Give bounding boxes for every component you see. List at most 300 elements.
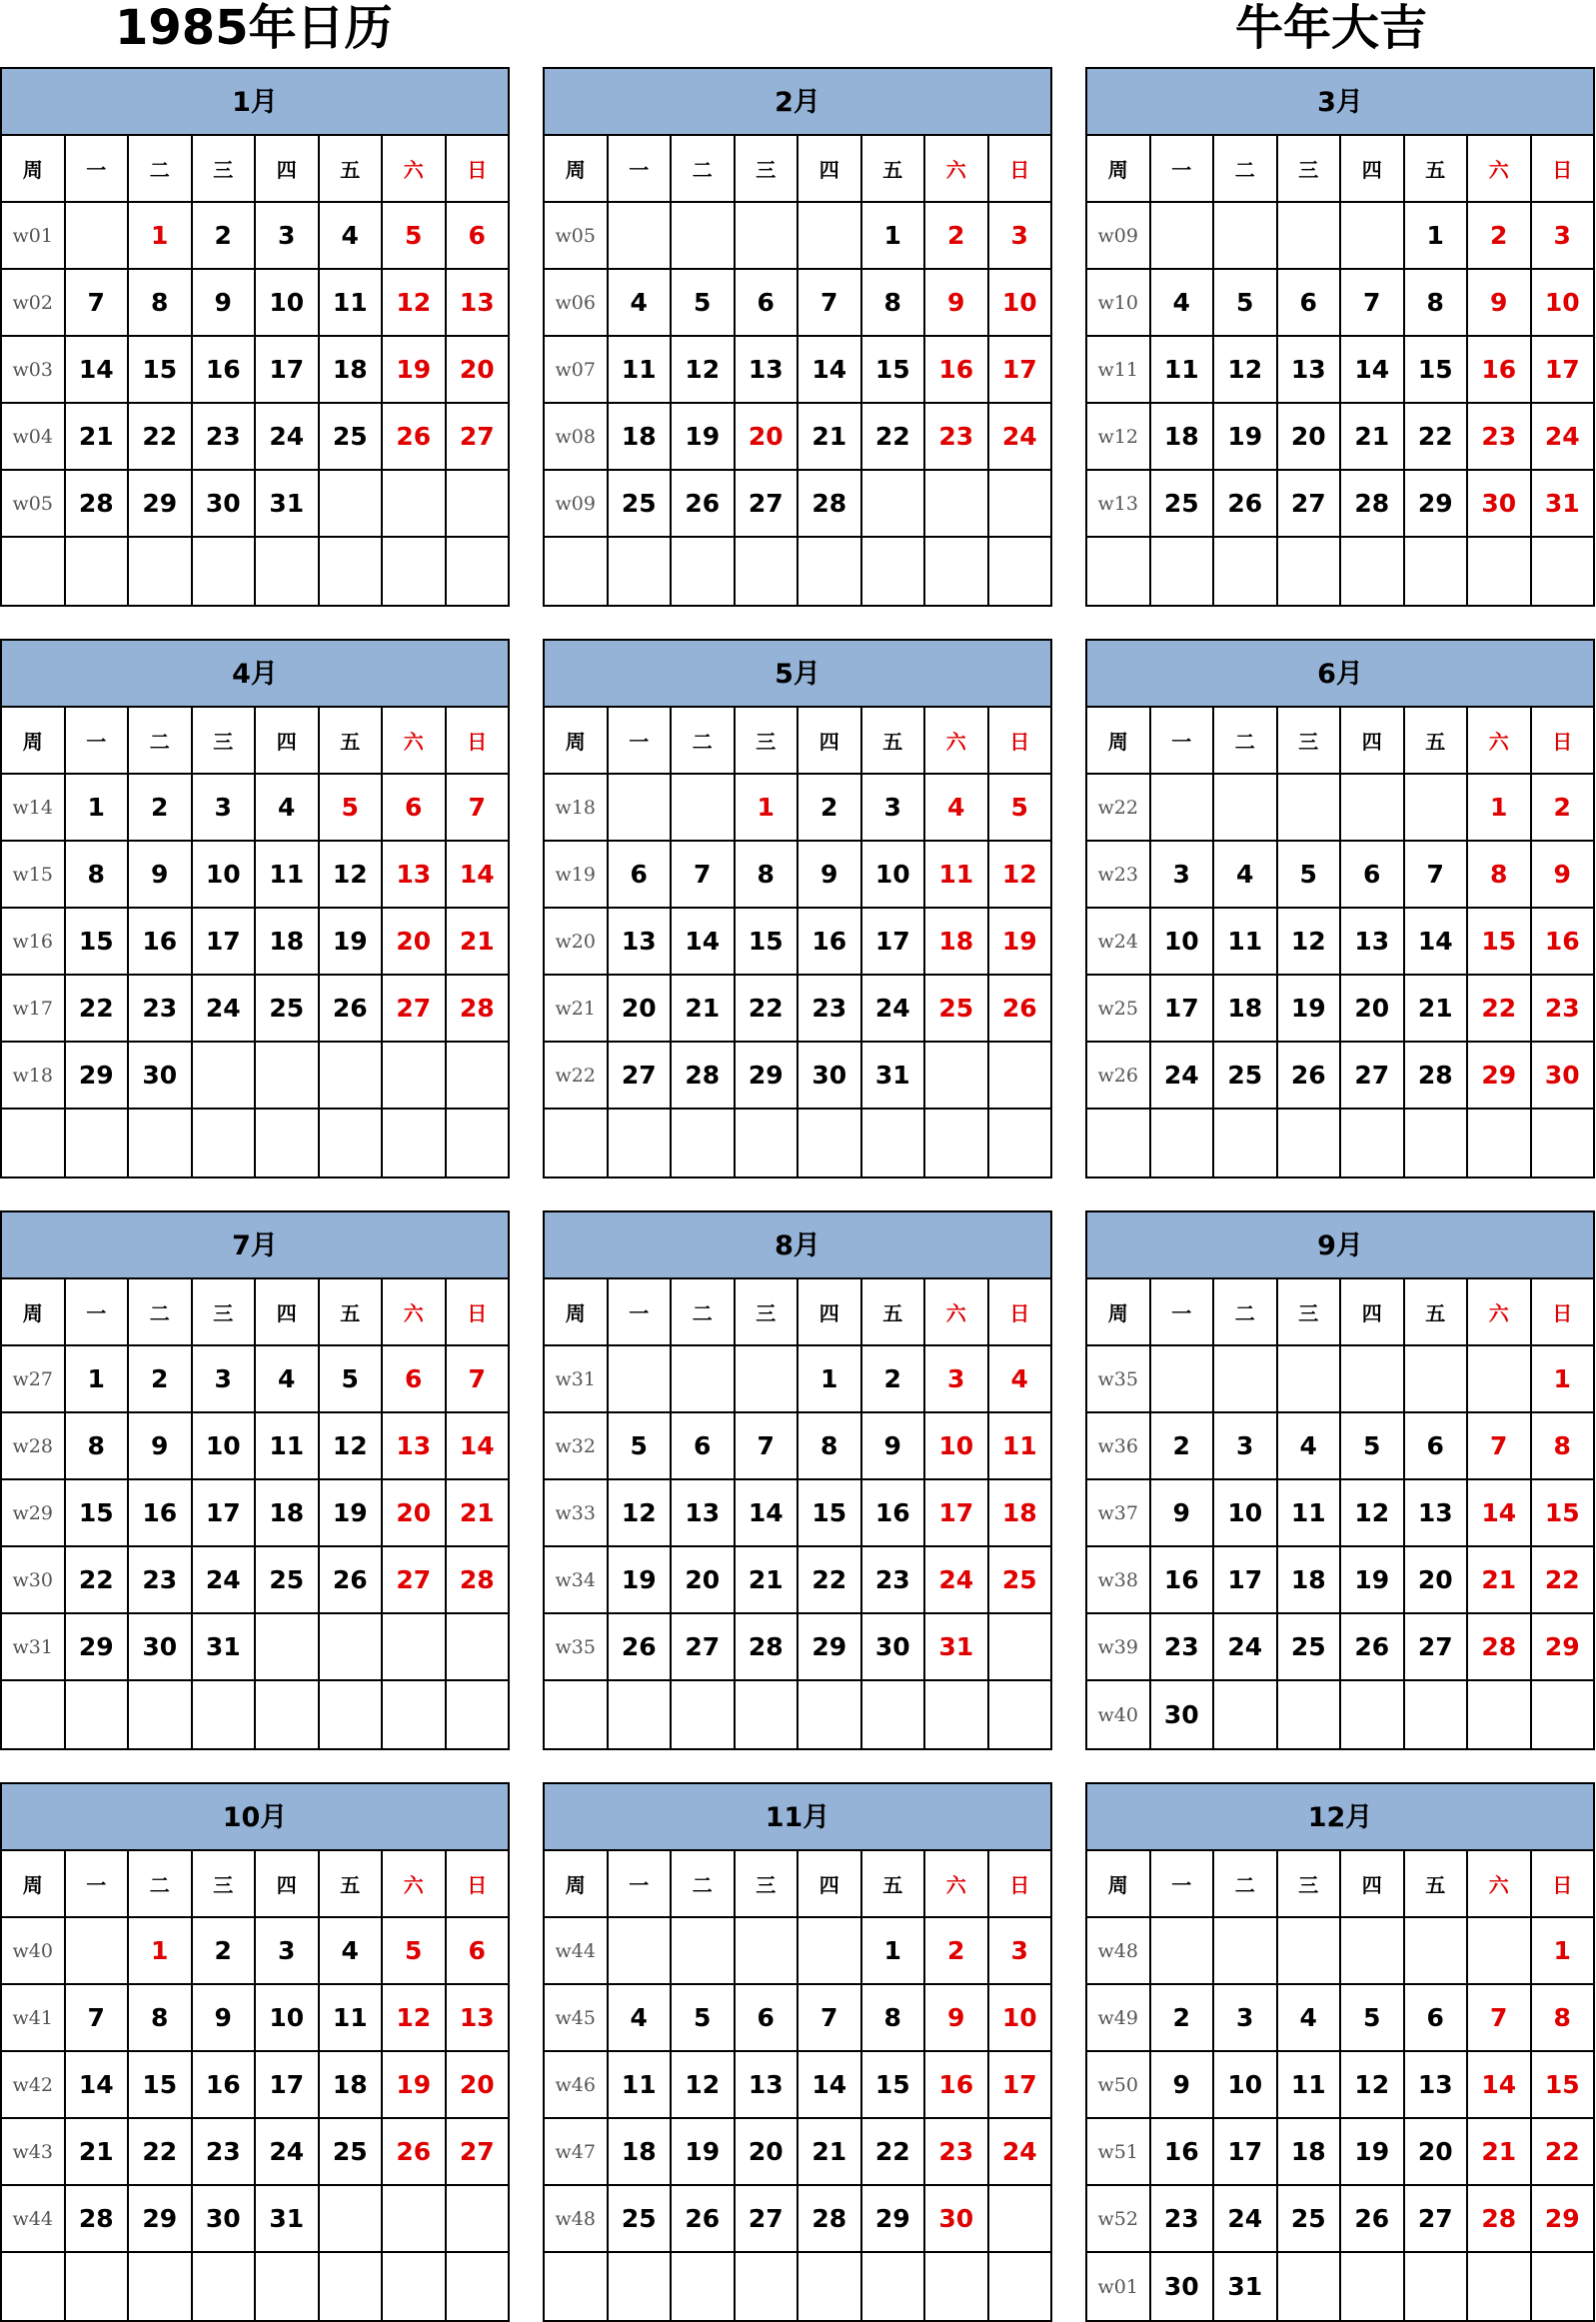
day-cell: 3 (862, 775, 926, 840)
week-row (2, 337, 508, 404)
week-number: w05 (545, 203, 609, 268)
day-cell (1341, 1110, 1405, 1176)
day-cell (672, 1681, 736, 1748)
day-cell: 26 (1341, 1614, 1405, 1679)
week-number: w28 (2, 1413, 66, 1478)
day-cell: 23 (798, 976, 862, 1041)
day-cell: 21 (672, 976, 736, 1041)
day-cell (736, 1110, 799, 1176)
day-cell: 16 (925, 2052, 989, 2117)
week-column-header: 周 (2, 136, 66, 201)
day-cell: 20 (1405, 2119, 1469, 2184)
day-cell: 27 (383, 1547, 447, 1612)
day-cell: 8 (1553, 2003, 1571, 2032)
day-cell: 24 (193, 976, 257, 1041)
day-cell (989, 2253, 1051, 2320)
day-cell: 22 (736, 976, 799, 1041)
calendar-title: 1985年日历 (115, 0, 393, 56)
day-cell: 17 (256, 2052, 320, 2117)
day-cell: 10 (1001, 288, 1037, 317)
day-cell (256, 1110, 320, 1176)
week-row (2, 1413, 508, 1480)
weekday-header: 六 (1468, 708, 1532, 773)
weekday-header: 四 (798, 1279, 862, 1344)
week-column-header: 周 (545, 1279, 609, 1344)
day-cell: 30 (193, 2186, 257, 2251)
day-cell: 12 (383, 1985, 447, 2050)
day-cell (609, 1346, 673, 1411)
day-cell: 21 (66, 404, 130, 469)
day-cell: 28 (66, 2186, 130, 2251)
day-cell: 25 (256, 976, 320, 1041)
day-cell: 4 (320, 1918, 384, 1983)
week-row (1087, 2119, 1593, 2186)
day-cell (1468, 1346, 1532, 1411)
day-cell (447, 2253, 509, 2320)
week-row (545, 270, 1050, 337)
day-cell (256, 1614, 320, 1679)
day-cell: 23 (925, 2119, 989, 2184)
day-cell: 14 (66, 337, 130, 402)
day-cell: 24 (1214, 1614, 1278, 1679)
weekday-header: 二 (672, 708, 736, 773)
day-cell: 19 (383, 2052, 447, 2117)
weekday-header: 三 (1278, 708, 1342, 773)
day-cell: 8 (66, 1413, 130, 1478)
week-number: w38 (1087, 1547, 1151, 1612)
day-cell: 25 (609, 2186, 673, 2251)
day-cell: 21 (798, 404, 862, 469)
day-cell: 5 (1341, 1985, 1405, 2050)
day-cell (1278, 775, 1342, 840)
month-grid (545, 1851, 1050, 2320)
day-cell: 15 (862, 337, 926, 402)
day-cell (672, 1918, 736, 1983)
day-cell (736, 203, 799, 268)
day-cell: 22 (1544, 1565, 1580, 1594)
week-row (2, 404, 508, 471)
day-cell: 24 (1151, 1043, 1215, 1108)
week-row (545, 842, 1050, 909)
day-cell (193, 2253, 257, 2320)
week-number (545, 1110, 609, 1176)
day-cell: 5 (320, 775, 384, 840)
weekday-header: 五 (320, 136, 384, 201)
week-column-header: 周 (2, 1279, 66, 1344)
weekday-header: 五 (862, 1851, 926, 1916)
week-row (2, 909, 508, 976)
day-cell: 9 (925, 270, 989, 335)
day-cell: 29 (1405, 471, 1469, 536)
day-cell: 1 (862, 1918, 926, 1983)
day-cell: 24 (1001, 422, 1037, 451)
day-cell: 3 (1214, 1985, 1278, 2050)
month-grid (2, 1279, 508, 1748)
day-cell: 7 (736, 1413, 799, 1478)
day-cell: 14 (66, 2052, 130, 2117)
weekday-header: 二 (672, 1851, 736, 1916)
day-cell: 18 (925, 909, 989, 974)
day-cell: 14 (459, 860, 495, 889)
day-cell: 31 (193, 1614, 257, 1679)
day-cell: 2 (798, 775, 862, 840)
week-number: w15 (2, 842, 66, 907)
month-title: 5月 (545, 641, 1050, 708)
day-cell: 20 (736, 2119, 799, 2184)
day-cell: 28 (459, 994, 495, 1023)
day-cell: 1 (1553, 1364, 1571, 1393)
week-number: w44 (2, 2186, 66, 2251)
week-number: w10 (1087, 270, 1151, 335)
day-cell: 17 (1001, 2070, 1037, 2099)
week-row (1087, 976, 1593, 1043)
week-number: w30 (2, 1547, 66, 1612)
day-cell: 26 (1001, 994, 1037, 1023)
day-cell: 12 (320, 842, 384, 907)
weekday-header: 三 (736, 136, 799, 201)
day-cell: 16 (129, 1480, 193, 1545)
day-cell: 7 (468, 793, 486, 822)
day-cell: 21 (66, 2119, 130, 2184)
month-block (0, 1782, 510, 2322)
week-column-header: 周 (1087, 1851, 1151, 1916)
week-number: w31 (2, 1614, 66, 1679)
day-cell: 19 (320, 1480, 384, 1545)
day-cell: 4 (256, 1346, 320, 1411)
week-row (545, 1413, 1050, 1480)
week-row (2, 2253, 508, 2320)
month-title: 1月 (2, 69, 508, 136)
week-number (1087, 1110, 1151, 1176)
day-cell: 20 (736, 404, 799, 469)
day-cell: 2 (193, 1918, 257, 1983)
week-number: w31 (545, 1346, 609, 1411)
month-block (0, 639, 510, 1178)
week-number (2, 538, 66, 605)
day-cell: 15 (129, 337, 193, 402)
day-cell: 28 (736, 1614, 799, 1679)
week-number: w29 (2, 1480, 66, 1545)
weekday-header: 六 (383, 1851, 447, 1916)
day-cell (383, 471, 447, 536)
weekday-header: 四 (1341, 708, 1405, 773)
weekday-header: 日 (1009, 158, 1030, 182)
day-cell (1151, 203, 1215, 268)
day-cell: 9 (1553, 860, 1571, 889)
day-cell (66, 1110, 130, 1176)
day-cell: 16 (193, 337, 257, 402)
month-title: 6月 (1087, 641, 1593, 708)
day-cell (320, 471, 384, 536)
day-cell (798, 203, 862, 268)
day-cell: 19 (383, 337, 447, 402)
day-cell: 11 (256, 842, 320, 907)
week-row (545, 1547, 1050, 1614)
weekday-header: 三 (736, 1279, 799, 1344)
day-cell: 10 (256, 270, 320, 335)
day-cell (609, 775, 673, 840)
day-cell: 19 (1001, 927, 1037, 956)
day-cell: 6 (1341, 842, 1405, 907)
week-number: w21 (545, 976, 609, 1041)
weekday-header: 一 (1151, 1279, 1215, 1344)
day-cell: 24 (1001, 2137, 1037, 2166)
day-cell (1151, 775, 1215, 840)
day-cell: 14 (798, 337, 862, 402)
weekday-header: 六 (925, 136, 989, 201)
day-cell: 3 (925, 1346, 989, 1411)
day-cell: 12 (1341, 1480, 1405, 1545)
day-cell: 29 (1544, 2204, 1580, 2233)
day-cell: 25 (1278, 1614, 1342, 1679)
week-number: w02 (2, 270, 66, 335)
day-cell (736, 2253, 799, 2320)
weekday-header: 六 (1468, 136, 1532, 201)
day-cell: 14 (1341, 337, 1405, 402)
day-cell: 15 (1544, 2070, 1580, 2099)
day-cell (736, 1918, 799, 1983)
weekday-header: 五 (320, 708, 384, 773)
day-cell: 23 (862, 1547, 926, 1612)
week-number: w26 (1087, 1043, 1151, 1108)
day-cell: 8 (736, 842, 799, 907)
week-number: w06 (545, 270, 609, 335)
day-cell: 13 (383, 1413, 447, 1478)
day-cell (320, 2253, 384, 2320)
month-block (1085, 1782, 1595, 2322)
month-grid (2, 708, 508, 1176)
weekday-header: 一 (66, 1851, 130, 1916)
day-cell: 22 (1468, 976, 1532, 1041)
day-cell: 31 (1544, 489, 1580, 518)
week-number: w07 (545, 337, 609, 402)
month-block (1085, 67, 1595, 607)
weekday-header: 四 (256, 1851, 320, 1916)
day-cell: 29 (736, 1043, 799, 1108)
day-cell: 11 (320, 270, 384, 335)
weekday-header-row (545, 136, 1050, 203)
weekday-header: 二 (1214, 136, 1278, 201)
weekday-header: 日 (467, 158, 488, 182)
weekday-header: 一 (66, 708, 130, 773)
month-block (1085, 1210, 1595, 1750)
day-cell (672, 538, 736, 605)
day-cell: 23 (193, 404, 257, 469)
weekday-header-row (545, 708, 1050, 775)
day-cell (989, 1110, 1051, 1176)
day-cell: 22 (129, 2119, 193, 2184)
day-cell (256, 1043, 320, 1108)
day-cell: 2 (193, 203, 257, 268)
weekday-header: 六 (1468, 1851, 1532, 1916)
month-title: 8月 (545, 1212, 1050, 1279)
day-cell: 1 (66, 775, 130, 840)
week-row (545, 1985, 1050, 2052)
day-cell: 13 (1278, 337, 1342, 402)
week-row (545, 1614, 1050, 1681)
day-cell: 19 (1341, 1547, 1405, 1612)
weekday-header: 一 (609, 1279, 673, 1344)
day-cell: 24 (1214, 2186, 1278, 2251)
day-cell (1532, 1681, 1594, 1748)
week-number: w43 (2, 2119, 66, 2184)
week-number: w47 (545, 2119, 609, 2184)
day-cell: 28 (672, 1043, 736, 1108)
day-cell: 30 (1151, 2253, 1215, 2320)
day-cell: 13 (609, 909, 673, 974)
day-cell: 17 (862, 909, 926, 974)
day-cell: 27 (736, 471, 799, 536)
day-cell: 18 (1278, 1547, 1342, 1612)
weekday-header: 日 (1009, 1873, 1030, 1897)
day-cell: 20 (1341, 976, 1405, 1041)
month-grid (1087, 1279, 1593, 1748)
day-cell: 22 (862, 2119, 926, 2184)
week-row (545, 775, 1050, 842)
month-title: 3月 (1087, 69, 1593, 136)
week-number: w22 (1087, 775, 1151, 840)
day-cell: 17 (925, 1480, 989, 1545)
week-number: w40 (1087, 1681, 1151, 1748)
weekday-header: 三 (1278, 1851, 1342, 1916)
day-cell: 25 (320, 2119, 384, 2184)
day-cell: 1 (1468, 775, 1532, 840)
week-row (545, 976, 1050, 1043)
day-cell: 28 (1468, 2186, 1532, 2251)
weekday-header: 四 (798, 708, 862, 773)
day-cell: 4 (1010, 1364, 1028, 1393)
day-cell: 8 (1553, 1431, 1571, 1460)
day-cell: 15 (1544, 1498, 1580, 1527)
day-cell: 30 (925, 2186, 989, 2251)
day-cell (320, 1043, 384, 1108)
day-cell (798, 1918, 862, 1983)
day-cell: 12 (383, 270, 447, 335)
day-cell: 9 (862, 1413, 926, 1478)
day-cell: 30 (862, 1614, 926, 1679)
day-cell (320, 2186, 384, 2251)
weekday-header: 二 (1214, 1851, 1278, 1916)
day-cell: 13 (736, 2052, 799, 2117)
day-cell: 12 (1214, 337, 1278, 402)
day-cell: 15 (862, 2052, 926, 2117)
day-cell: 13 (459, 288, 495, 317)
weekday-header-row (2, 136, 508, 203)
day-cell: 8 (66, 842, 130, 907)
day-cell: 10 (1214, 2052, 1278, 2117)
week-number: w36 (1087, 1413, 1151, 1478)
week-row (2, 2052, 508, 2119)
day-cell: 12 (1001, 860, 1037, 889)
day-cell: 11 (320, 1985, 384, 2050)
day-cell: 1 (129, 203, 193, 268)
day-cell (1151, 1346, 1215, 1411)
week-row (1087, 2253, 1593, 2320)
day-cell: 19 (320, 909, 384, 974)
week-number: w24 (1087, 909, 1151, 974)
week-number: w45 (545, 1985, 609, 2050)
weekday-header: 一 (1151, 708, 1215, 773)
day-cell: 6 (383, 775, 447, 840)
week-column-header: 周 (2, 708, 66, 773)
day-cell (672, 203, 736, 268)
week-row (1087, 538, 1593, 605)
day-cell (383, 1681, 447, 1748)
day-cell: 18 (1151, 404, 1215, 469)
day-cell: 18 (1214, 976, 1278, 1041)
day-cell: 8 (129, 1985, 193, 2050)
day-cell: 10 (1544, 288, 1580, 317)
day-cell (1468, 1110, 1532, 1176)
week-row (1087, 2186, 1593, 2253)
day-cell: 2 (862, 1346, 926, 1411)
week-number: w39 (1087, 1614, 1151, 1679)
day-cell: 2 (1151, 1413, 1215, 1478)
day-cell: 3 (1010, 221, 1028, 250)
day-cell: 16 (1468, 337, 1532, 402)
day-cell: 20 (672, 1547, 736, 1612)
week-number: w05 (2, 471, 66, 536)
weekday-header-row (1087, 1279, 1593, 1346)
day-cell: 15 (66, 1480, 130, 1545)
week-column-header: 周 (1087, 1279, 1151, 1344)
day-cell (989, 538, 1051, 605)
day-cell (256, 1681, 320, 1748)
day-cell: 11 (1214, 909, 1278, 974)
weekday-header: 一 (609, 708, 673, 773)
day-cell: 28 (1468, 1614, 1532, 1679)
day-cell: 10 (256, 1985, 320, 2050)
day-cell (672, 1346, 736, 1411)
weekday-header: 二 (672, 1279, 736, 1344)
month-block (543, 639, 1052, 1178)
day-cell: 29 (129, 471, 193, 536)
day-cell: 1 (1405, 203, 1469, 268)
day-cell: 3 (193, 1346, 257, 1411)
day-cell (1214, 1918, 1278, 1983)
month-block (543, 1210, 1052, 1750)
day-cell: 16 (129, 909, 193, 974)
day-cell: 7 (798, 1985, 862, 2050)
day-cell: 7 (66, 270, 130, 335)
day-cell: 5 (1278, 842, 1342, 907)
week-column-header: 周 (1087, 708, 1151, 773)
day-cell (989, 2186, 1051, 2251)
weekday-header: 日 (1552, 158, 1573, 182)
weekday-header: 日 (1552, 1301, 1573, 1325)
day-cell (1468, 2253, 1532, 2320)
day-cell: 24 (256, 2119, 320, 2184)
day-cell: 27 (672, 1614, 736, 1679)
day-cell: 29 (129, 2186, 193, 2251)
week-row (2, 842, 508, 909)
month-title: 10月 (2, 1784, 508, 1851)
weekday-header: 一 (66, 136, 130, 201)
day-cell: 6 (468, 221, 486, 250)
day-cell: 25 (925, 976, 989, 1041)
month-block (0, 67, 510, 607)
week-number: w01 (2, 203, 66, 268)
week-row (545, 2186, 1050, 2253)
day-cell: 4 (1151, 270, 1215, 335)
day-cell: 30 (1151, 1681, 1215, 1748)
day-cell: 6 (468, 1936, 486, 1965)
day-cell (320, 1681, 384, 1748)
day-cell: 13 (1405, 1480, 1469, 1545)
day-cell: 7 (672, 842, 736, 907)
day-cell: 31 (1214, 2253, 1278, 2320)
week-number (2, 2253, 66, 2320)
